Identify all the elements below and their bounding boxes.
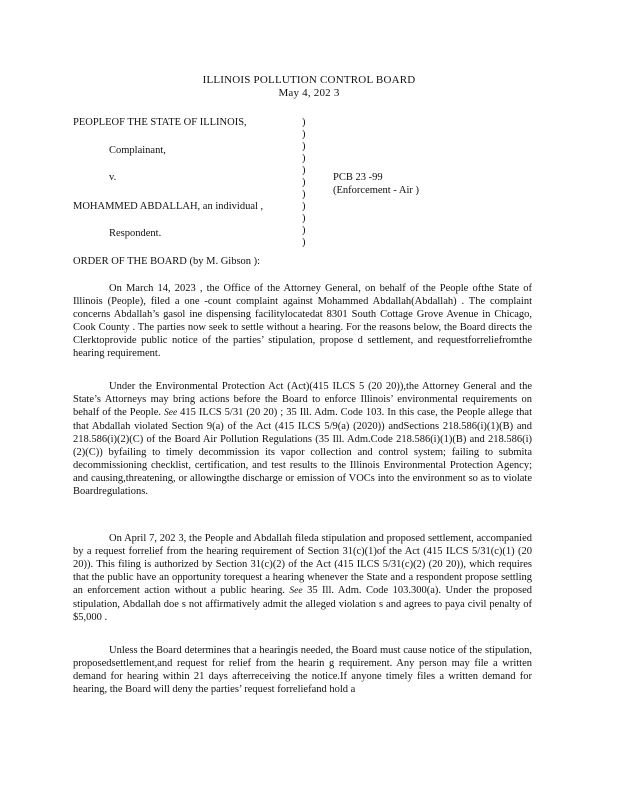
paragraph-4-text: Unless the Board determines that a hearingis needed, the Board must cause notice of the stipulation, proposedsettlement,and request for relief from the hearin g requirement. Any person may file a written demand for hearing within 21 days afterreceiving the notice.If anyone timely files a written demand for hearing, the Board will deny the parties’ request forreliefand hold a — [73, 645, 532, 695]
paragraph-3-text-b: 35 Ill. Adm. Code 103.300(a). Under the proposed stipulation, Abdallah doe s not affirmatively admit the alleged violation s and agrees to paya civil penalty of $5,000 . — [73, 585, 532, 623]
versus-label: v. — [109, 172, 117, 183]
paragraph-3-text-a: On April 7, 202 3, the People and Abdallah fileda stipulation and proposed settlement, accompanied by a request forrelief from the hearing requirement of Section 31(c)(1)of the Act (415 ILCS 5/31(c)(1) (20 20)). This filing is authorized by Section 31(c)(2) of the Act (415 ILCS 5/31(c)(2) (20 20)), which requires that the public have an opportunity torequest a hearing whenever the State and a respondent propose settling an enforcement action without a public hearing. — [73, 533, 532, 596]
paragraph-3 — [73, 532, 532, 624]
paragraph-2-text-b: 415 ILCS 5/31 (20 20) ; 35 Ill. Adm. Code 103. In this case, the People allege that that Abdallah violated Section 9(a) of the Act (415 ILCS 5/9(a) (2020)) andSections 218.586(i)(1)(B) and 218.586(i)(2)(C) of the Board Air Pollution Regulations (35 Ill. Adm.Code 218.586(i)(1)(B) and 218.586(i)(2)(C)) byfailing to timely decommission its vapor collection and control system; failing to submita decommissioning checklist, certification, and test results to the Illinois Environmental Protection Agency; and causing,threatening, or allowingthe discharge or emission of VOCs into the environment so as to violate Boardregulations. — [73, 407, 532, 497]
caption-paren: ) — [302, 213, 306, 224]
defendant-role: Respondent. — [109, 228, 162, 239]
plaintiff-name: PEOPLEOF THE STATE OF ILLINOIS, — [73, 117, 247, 128]
paragraph-1 — [73, 282, 532, 360]
order-date: May 4, 202 3 — [278, 87, 340, 99]
plaintiff-role: Complainant, — [109, 145, 166, 156]
caption-paren: ) — [302, 189, 306, 200]
see-signal: See — [289, 586, 303, 596]
caption-paren: ) — [302, 141, 306, 152]
caption-paren: ) — [302, 117, 306, 128]
paragraph-4 — [73, 644, 532, 696]
caption-paren: ) — [302, 153, 306, 164]
defendant-name: MOHAMMED ABDALLAH, an individual , — [73, 201, 264, 212]
caption-paren: ) — [302, 201, 306, 212]
caption-paren: ) — [302, 225, 306, 236]
paragraph-1-text: On March 14, 2023 , the Office of the Attorney General, on behalf of the People ofthe State of Illinois (People), filed a one -count complaint against Mohammed Abdallah(Abdallah) . The complaint concerns Abdallah’s gasol ine dispensing facilitylocatedat 8301 South Cottage Grove Avenue in Chicago, Cook County . The parties now seek to settle without a hearing. For the reasons below, the Board directs the Clerktoprovide public notice of the parties’ stipulation, propose d settlement, and requestforreliefromthe hearing requirement. — [73, 283, 532, 359]
order-heading: ORDER OF THE BOARD (by M. Gibson ): — [73, 256, 261, 267]
caption-paren: ) — [302, 177, 306, 188]
caption-paren: ) — [302, 165, 306, 176]
board-title: ILLINOIS POLLUTION CONTROL BOARD — [202, 74, 416, 86]
case-number: PCB 23 -99 — [333, 172, 383, 183]
case-type: (Enforcement - Air ) — [333, 185, 420, 196]
paragraph-2-text-a: Under the Environmental Protection Act (Act)(415 ILCS 5 (20 20)),the Attorney General and the State’s Attorneys may bring actions before the Board to enforce Illinois’ environmental requirements on behalf of the People. — [73, 381, 532, 418]
paragraph-2 — [73, 380, 532, 498]
see-signal: See — [163, 408, 178, 418]
caption-paren: ) — [302, 237, 306, 248]
caption-paren: ) — [302, 129, 306, 140]
